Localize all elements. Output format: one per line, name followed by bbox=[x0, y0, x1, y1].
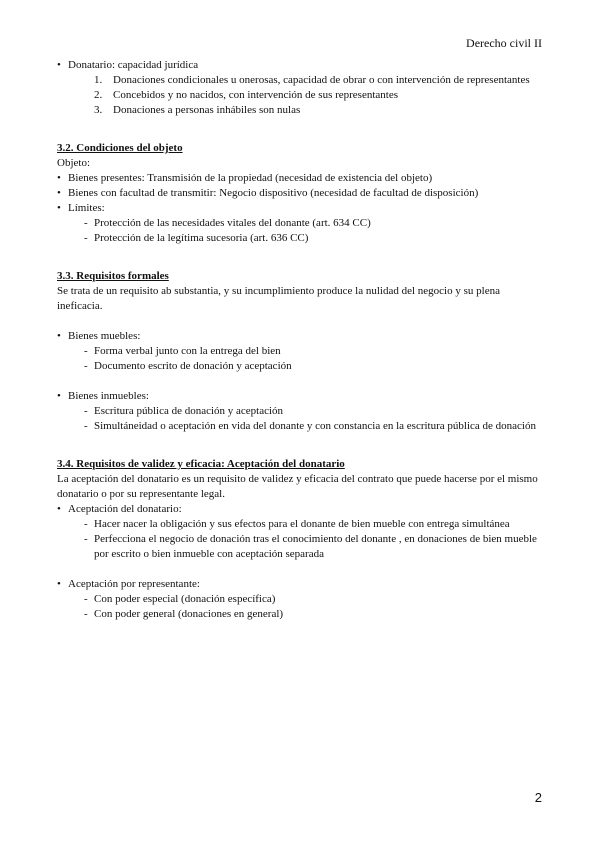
bullet-inmuebles: • Bienes inmuebles: bbox=[57, 389, 545, 404]
dash-item-aceptacion: - Perfecciona el negocio de donación tras el conocimiento del donante , en donaciones de bien mueble por escrito o bien inmueble con aceptación separada bbox=[57, 532, 545, 562]
section-heading-validez: 3.4. Requisitos de validez y eficacia: Aceptación del donatario bbox=[57, 458, 345, 470]
dash-item-limite: - Protección de la legítima sucesoria (art. 636 CC) bbox=[57, 231, 545, 246]
item-text: Concebidos y no nacidos, con intervención de sus representantes bbox=[113, 89, 399, 101]
item-number: 1. bbox=[94, 74, 103, 86]
numbered-item bbox=[57, 103, 545, 118]
page-number: 2 bbox=[534, 790, 542, 805]
bullet-muebles: • Bienes muebles: bbox=[57, 329, 545, 344]
section-heading-objeto: 3.2. Condiciones del objeto bbox=[57, 142, 183, 154]
dash-item-aceptacion: - Hacer nacer la obligación y sus efectos para el donante de bien mueble con entrega simultánea bbox=[57, 517, 545, 532]
page-content bbox=[57, 58, 545, 622]
item-text: Donaciones a personas inhábiles son nulas bbox=[113, 104, 301, 116]
numbered-item bbox=[57, 73, 545, 88]
dash-item-muebles: - Documento escrito de donación y aceptación bbox=[57, 359, 545, 374]
running-header: Derecho civil II bbox=[466, 36, 542, 50]
numbered-item bbox=[57, 88, 545, 103]
dash-item-representante: - Con poder especial (donación específica) bbox=[57, 592, 545, 607]
dash-item-inmuebles: - Escritura pública de donación y aceptación bbox=[57, 404, 545, 419]
validez-intro: La aceptación del donatario es un requisito de validez y eficacia del contrato que puede hacerse por el mismo donatario o por su representante legal. bbox=[57, 473, 538, 500]
numbered-list-donatario bbox=[57, 73, 545, 118]
dash-item-muebles: - Forma verbal junto con la entrega del bien bbox=[57, 344, 545, 359]
bullet-objeto: • Límites: bbox=[57, 201, 545, 216]
formales-intro: Se trata de un requisito ab substantia, y su incumplimiento produce la nulidad del negocio y su plena ineficacia. bbox=[57, 285, 500, 312]
objeto-intro: Objeto: bbox=[57, 157, 90, 169]
bullet-objeto: • Bienes presentes: Transmisión de la propiedad (necesidad de existencia del objeto) bbox=[57, 171, 545, 186]
bullet-donatario: • Donatario: capacidad jurídica bbox=[57, 58, 545, 73]
item-text: Donaciones condicionales u onerosas, capacidad de obrar o con intervención de representantes bbox=[113, 74, 530, 86]
section-heading-formales: 3.3. Requisitos formales bbox=[57, 270, 169, 282]
item-number: 3. bbox=[94, 104, 103, 116]
dash-item-limite: - Protección de las necesidades vitales del donante (art. 634 CC) bbox=[57, 216, 545, 231]
bullet-representante: • Aceptación por representante: bbox=[57, 577, 545, 592]
bullet-aceptacion: • Aceptación del donatario: bbox=[57, 502, 545, 517]
dash-item-representante: - Con poder general (donaciones en general) bbox=[57, 607, 545, 622]
bullet-objeto: • Bienes con facultad de transmitir: Negocio dispositivo (necesidad de facultad de disposición) bbox=[57, 186, 545, 201]
dash-item-inmuebles: - Simultáneidad o aceptación en vida del donante y con constancia en la escritura pública de donación bbox=[57, 419, 545, 434]
item-number: 2. bbox=[94, 89, 103, 101]
